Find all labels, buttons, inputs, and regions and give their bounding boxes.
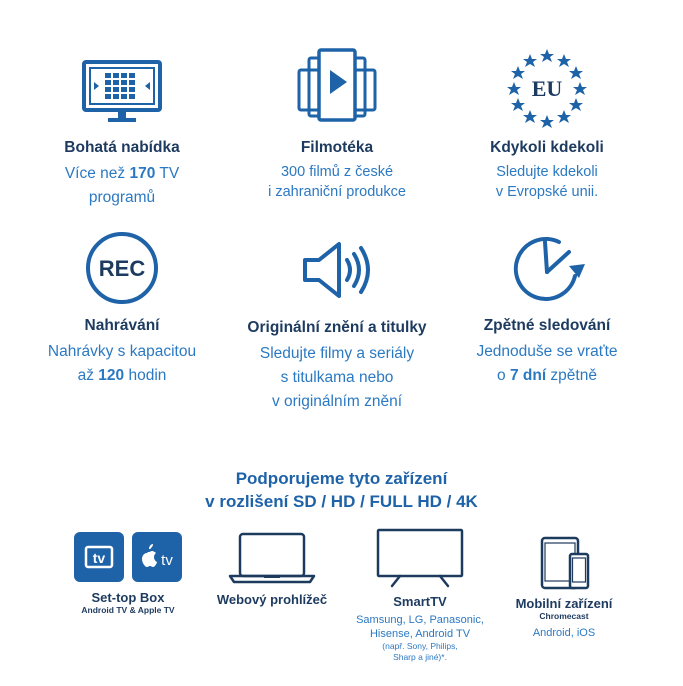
device-name: Mobilní zařízení	[515, 596, 613, 611]
smart-tv-icon	[370, 528, 470, 588]
feature-desc: Sledujte filmy a seriály s titulkama nebo v originálním znění	[259, 345, 415, 410]
feature-title: Nahrávání	[84, 317, 160, 334]
feature-anywhere	[437, 44, 657, 202]
device-sub: Android TV & Apple TV	[81, 605, 175, 615]
feature-title: Bohatá nabídka	[64, 139, 180, 156]
rec-icon	[72, 228, 172, 310]
svg-text:tv: tv	[92, 550, 106, 566]
feature-replay	[437, 228, 657, 388]
device-mobile	[494, 534, 634, 640]
svg-text:tv: tv	[161, 552, 173, 569]
feature-desc: Jednoduše se vraťte o 7 dní zpětně	[476, 343, 618, 384]
android-tv-logo	[74, 532, 124, 582]
mobile-devices-icon	[514, 534, 614, 590]
device-note: Android, iOS	[532, 627, 596, 639]
feature-title: Originální znění a titulky	[247, 319, 427, 336]
feature-desc: Nahrávky s kapacitou až 120 hodin	[47, 343, 197, 384]
device-name: Set-top Box	[91, 590, 165, 605]
laptop-icon	[222, 528, 322, 586]
eu-stars-icon	[497, 44, 597, 132]
feature-desc: Sledujte kdekoli v Evropské unii.	[495, 164, 599, 200]
eu-text: EU	[531, 76, 563, 101]
device-name: Webový prohlížeč	[216, 592, 328, 607]
feature-film-library	[227, 44, 447, 202]
device-sub: Chromecast	[539, 611, 589, 621]
device-footnote: (např. Sony, Philips, Sharp a jiné)*.	[382, 641, 458, 662]
feature-desc: Více než 170 TV programů	[64, 165, 180, 206]
film-library-icon	[287, 44, 387, 132]
set-top-box-icon	[52, 532, 204, 584]
apple-tv-logo	[132, 532, 182, 582]
device-note: Samsung, LG, Panasonic, Hisense, Android TV	[356, 614, 484, 640]
feature-title: Zpětné sledování	[483, 317, 611, 334]
tv-grid-icon	[72, 52, 172, 132]
device-name: SmartTV	[393, 594, 447, 609]
rec-text: REC	[98, 256, 146, 281]
feature-rich-offer	[12, 52, 232, 210]
feature-original-audio	[227, 228, 447, 414]
speaker-icon	[287, 228, 387, 312]
rewind-clock-icon	[497, 228, 597, 310]
devices-heading: Podporujeme tyto zařízení v rozlišení SD / HD / FULL HD / 4K	[205, 469, 478, 511]
feature-desc: 300 filmů z české i zahraniční produkce	[268, 164, 406, 200]
feature-title: Filmotéka	[300, 139, 374, 156]
device-smart-tv	[340, 528, 500, 663]
feature-recording	[12, 228, 232, 388]
feature-title: Kdykoli kdekoli	[490, 139, 604, 156]
device-set-top-box	[52, 532, 204, 616]
device-web-browser	[202, 528, 342, 607]
